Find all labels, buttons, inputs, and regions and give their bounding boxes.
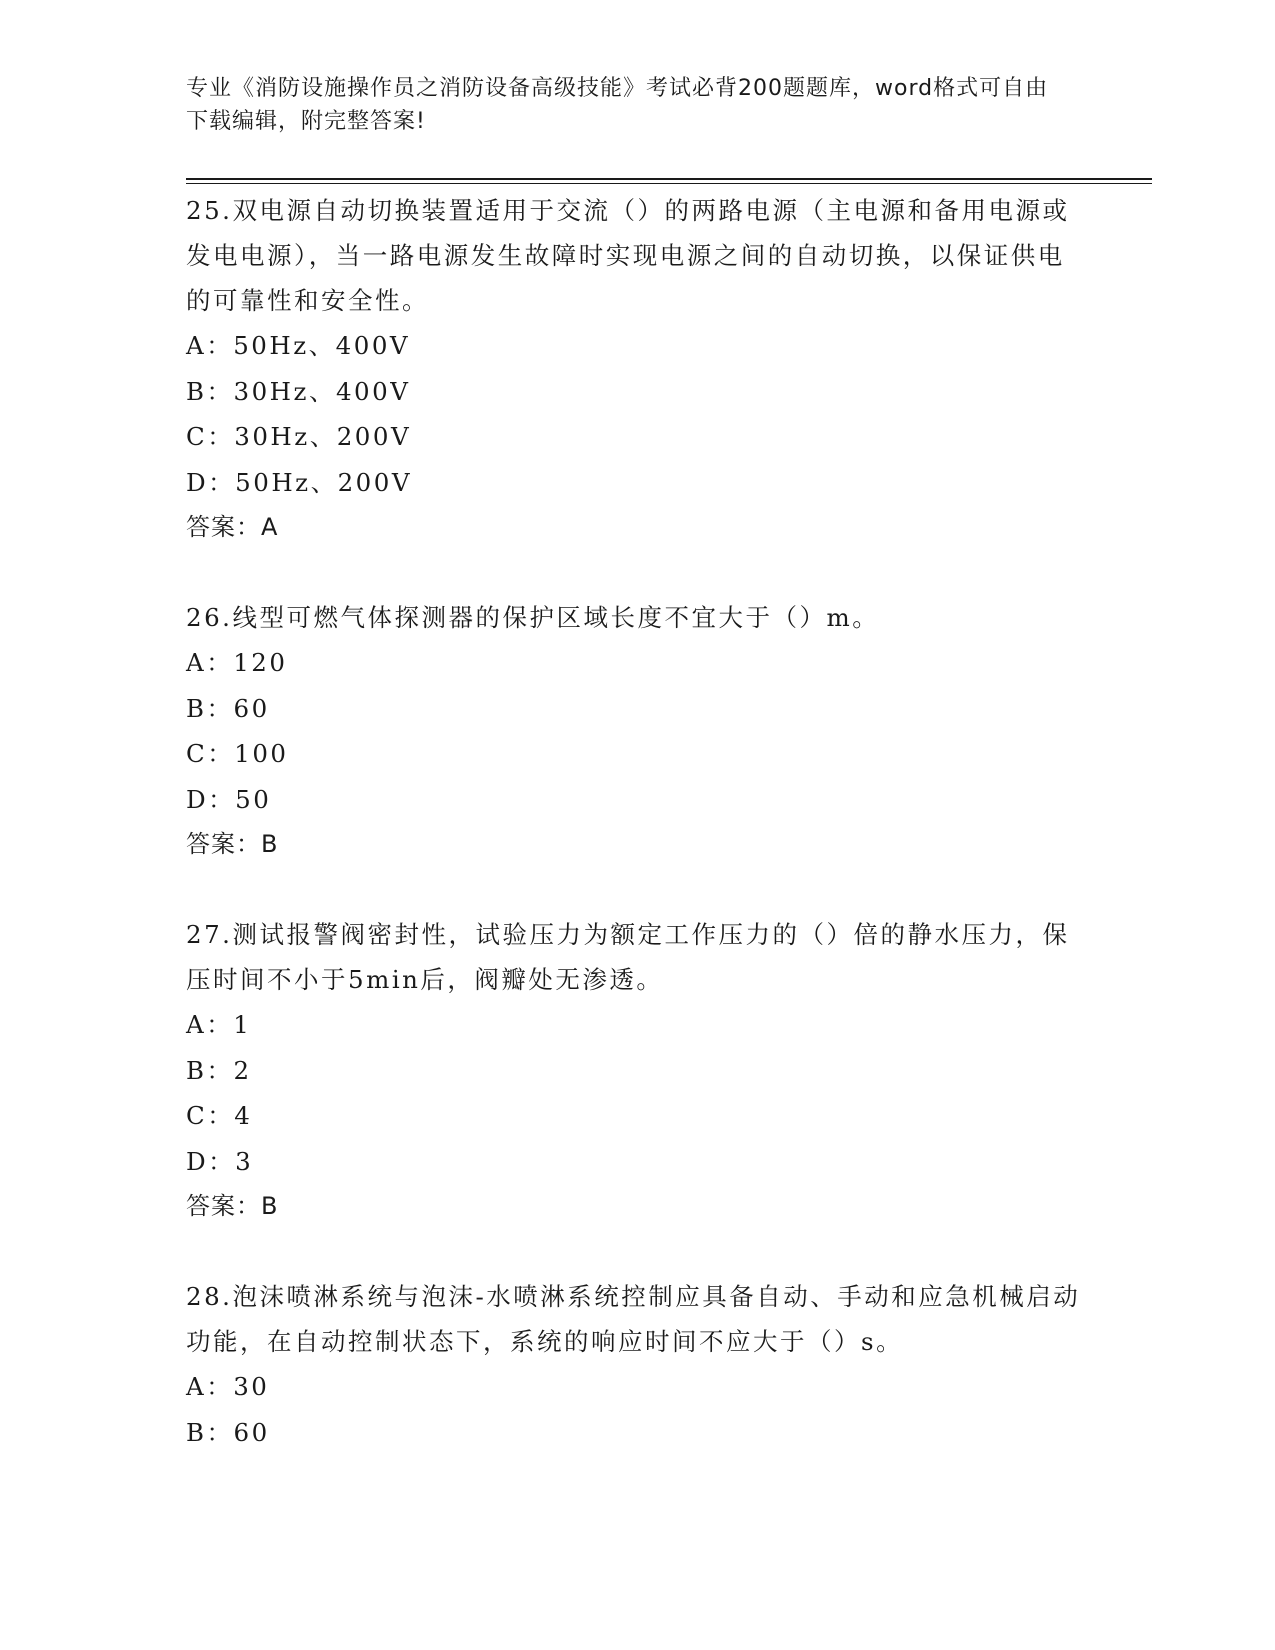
option-b: B：30Hz、400V xyxy=(186,376,411,406)
option-d: D：50Hz、200V xyxy=(186,467,413,497)
question-text: 25.双电源自动切换装置适用于交流（）的两路电源（主电源和备用电源或发电电源），当一路电源发生故障时实现电源之间的自动切换，以保证供电的可靠性和安全性。 xyxy=(186,196,1070,315)
option-a: A：50Hz、400V xyxy=(186,331,411,360)
header-divider-thin xyxy=(186,183,1152,184)
question-text: 27.测试报警阀密封性，试验压力为额定工作压力的（）倍的静水压力，保压时间不小于5min后，阀瓣处无渗透。 xyxy=(186,920,1070,994)
question-27 xyxy=(186,912,1086,1229)
option-d: D：50 xyxy=(186,784,272,814)
question-text: 28.泡沫喷淋系统与泡沫-水喷淋系统控制应具备自动、手动和应急机械启动功能，在自动控制状态下，系统的响应时间不应大于（）s。 xyxy=(186,1282,1081,1356)
document-header: 专业《消防设施操作员之消防设备高级技能》考试必背200题题库，word格式可自由下载编辑，附完整答案! xyxy=(186,76,1049,134)
question-text: 26.线型可燃气体探测器的保护区域长度不宜大于（）m。 xyxy=(186,603,880,632)
option-d: D：3 xyxy=(186,1146,254,1176)
option-b: B：60 xyxy=(186,1417,270,1447)
option-a: A：30 xyxy=(186,1372,270,1401)
option-b: B：2 xyxy=(186,1055,252,1085)
option-a: A：120 xyxy=(186,648,288,677)
question-list xyxy=(186,188,1086,1500)
answer-line: 答案：A xyxy=(186,513,279,541)
question-25 xyxy=(186,188,1086,550)
question-26 xyxy=(186,595,1086,867)
answer-line: 答案：B xyxy=(186,830,279,858)
option-a: A：1 xyxy=(186,1010,252,1039)
question-28 xyxy=(186,1274,1086,1455)
answer-line: 答案：B xyxy=(186,1192,279,1220)
option-b: B：60 xyxy=(186,693,270,723)
header-divider-thick xyxy=(186,178,1152,180)
option-c: C：4 xyxy=(186,1101,253,1130)
option-c: C：30Hz、200V xyxy=(186,422,412,451)
option-c: C：100 xyxy=(186,739,289,768)
